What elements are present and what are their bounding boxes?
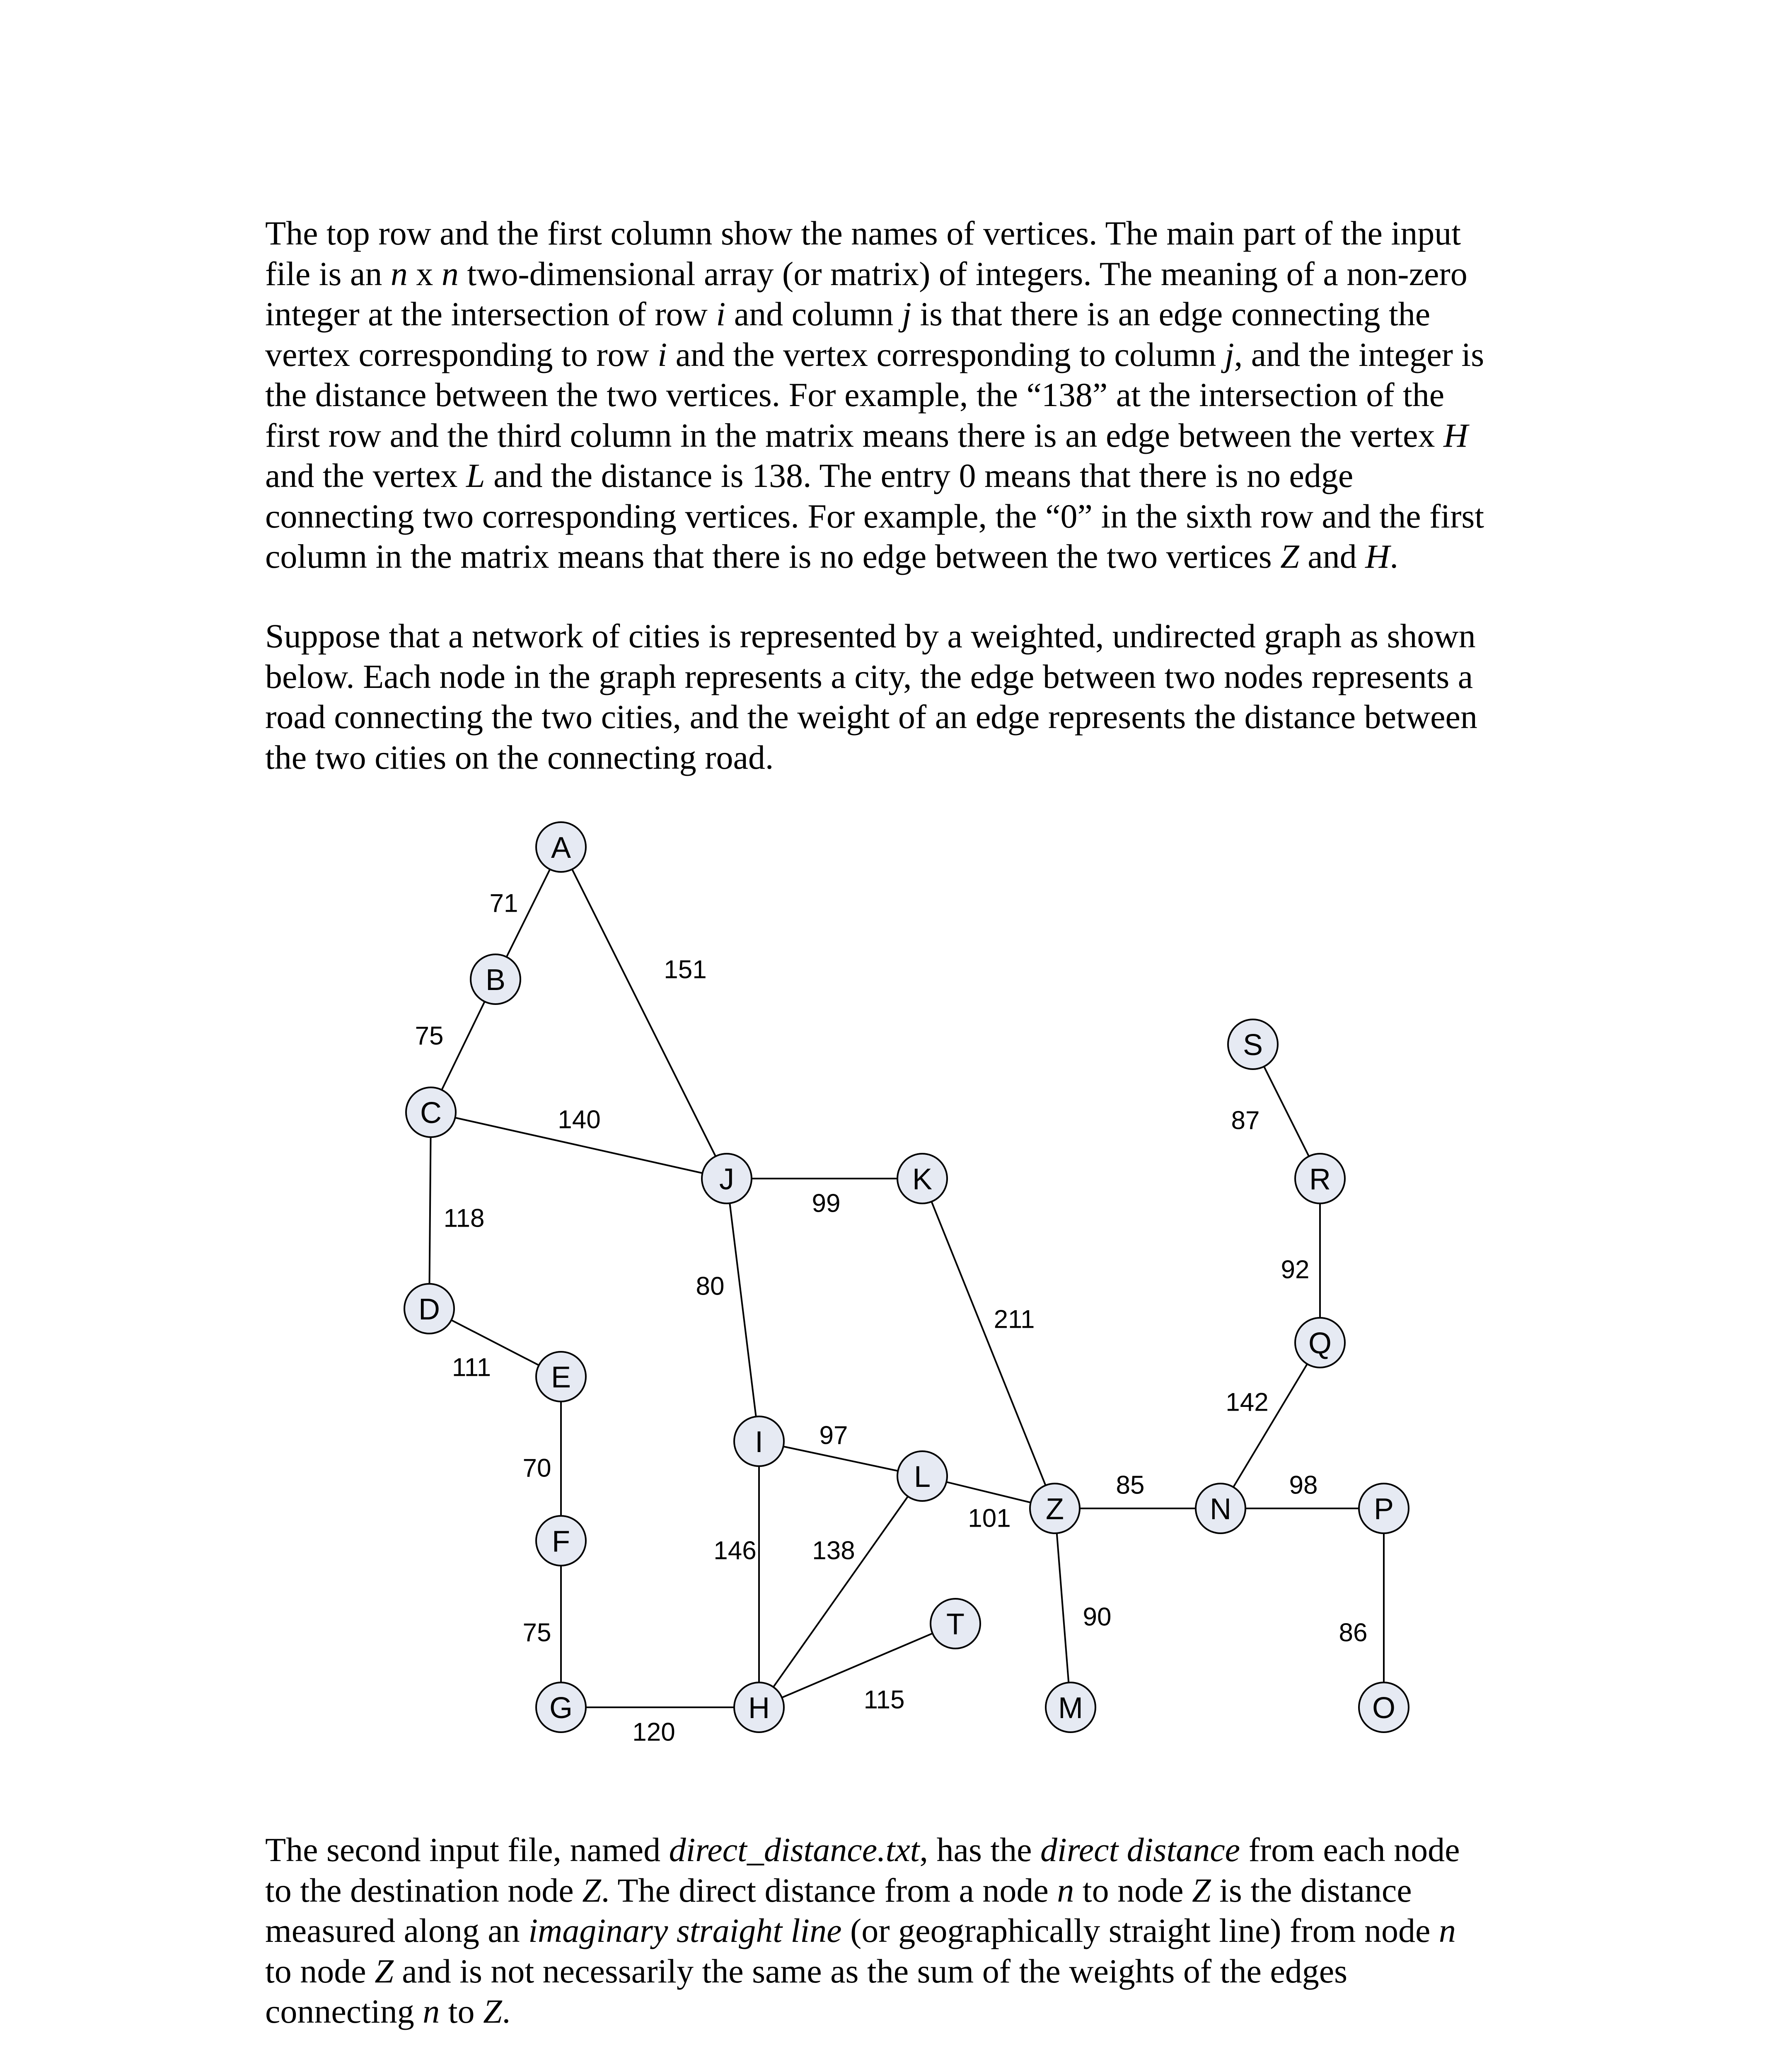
edge-weight-i-h: 146 bbox=[713, 1536, 757, 1565]
node-label: S bbox=[1243, 1029, 1263, 1062]
node-label: A bbox=[551, 831, 571, 864]
italic-term: n bbox=[1057, 1871, 1074, 1909]
node-o bbox=[1359, 1682, 1409, 1732]
graph-edge-weights bbox=[415, 889, 1368, 1747]
node-r bbox=[1295, 1154, 1345, 1203]
edge-weight-c-d: 118 bbox=[443, 1204, 485, 1233]
node-label: J bbox=[719, 1163, 734, 1196]
node-z bbox=[1030, 1484, 1080, 1533]
edge-weight-b-c: 75 bbox=[415, 1021, 444, 1051]
edge-weight-k-z: 211 bbox=[994, 1305, 1035, 1334]
edge-weight-j-k: 99 bbox=[812, 1189, 841, 1218]
edge-weight-i-l: 97 bbox=[819, 1421, 848, 1450]
italic-term: i bbox=[658, 335, 667, 373]
italic-term: Z bbox=[375, 1952, 394, 1990]
node-label: Q bbox=[1308, 1327, 1332, 1360]
node-label: C bbox=[420, 1097, 442, 1130]
italic-term: Z bbox=[582, 1871, 601, 1909]
italic-term: H bbox=[1443, 416, 1468, 454]
italic-term: Z bbox=[1280, 537, 1299, 575]
node-label: N bbox=[1210, 1493, 1231, 1526]
edge-weight-q-r: 92 bbox=[1281, 1255, 1310, 1284]
node-label: H bbox=[748, 1692, 770, 1725]
node-a bbox=[536, 822, 586, 872]
paragraph-direct-distance-description bbox=[265, 1830, 1541, 2032]
node-label: K bbox=[912, 1163, 933, 1196]
italic-term: i bbox=[716, 295, 726, 333]
edge-c-d bbox=[429, 1112, 431, 1309]
node-label: F bbox=[552, 1525, 570, 1558]
edge-k-z bbox=[922, 1179, 1055, 1508]
edge-weight-l-h: 138 bbox=[812, 1536, 855, 1565]
text-line: The top row and the first column show the names of vertices. The main part of the input bbox=[265, 214, 1461, 252]
edge-weight-j-i: 80 bbox=[696, 1272, 725, 1301]
node-label: B bbox=[485, 963, 506, 997]
node-k bbox=[897, 1154, 947, 1203]
node-g bbox=[536, 1682, 586, 1732]
node-s bbox=[1228, 1019, 1278, 1069]
text-line: the two cities on the connecting road. bbox=[265, 738, 774, 776]
graph-nodes bbox=[404, 822, 1409, 1732]
text-line: file is an n x n two-dimensional array (or matrix) of integers. The meaning of a non-zero bbox=[265, 254, 1467, 293]
node-d bbox=[404, 1284, 454, 1334]
italic-term: Z bbox=[1192, 1871, 1211, 1909]
italic-term: direct_distance.txt bbox=[669, 1831, 920, 1869]
text-line: and the vertex L and the distance is 138. The entry 0 means that there is no edge bbox=[265, 457, 1354, 494]
text-line: to the destination node Z. The direct distance from a node n to node Z is the distance bbox=[265, 1871, 1412, 1909]
edge-weight-e-f: 70 bbox=[522, 1454, 551, 1483]
node-label: O bbox=[1372, 1692, 1396, 1725]
italic-term: L bbox=[466, 457, 485, 494]
text-line: column in the matrix means that there is no edge between the two vertices Z and H. bbox=[265, 537, 1398, 575]
node-t bbox=[931, 1599, 980, 1648]
text-line: road connecting the two cities, and the weight of an edge represents the distance between bbox=[265, 698, 1477, 736]
edge-weight-g-h: 120 bbox=[632, 1718, 675, 1747]
italic-term: n bbox=[1438, 1912, 1456, 1949]
text-line: integer at the intersection of row i and column j is that there is an edge connecting the bbox=[265, 295, 1431, 333]
italic-term: H bbox=[1365, 537, 1390, 575]
edge-weight-n-p: 98 bbox=[1289, 1471, 1318, 1500]
edge-weight-d-e: 111 bbox=[452, 1353, 491, 1382]
edge-weight-c-j: 140 bbox=[558, 1105, 601, 1134]
text-line: connecting n to Z. bbox=[265, 1992, 511, 2030]
italic-term: j bbox=[1224, 335, 1234, 373]
graph-edges bbox=[429, 847, 1384, 1707]
node-f bbox=[536, 1516, 586, 1566]
edge-weight-a-j: 151 bbox=[664, 955, 707, 984]
node-h bbox=[734, 1682, 784, 1732]
node-i bbox=[734, 1416, 784, 1466]
node-l bbox=[897, 1451, 947, 1501]
edge-weight-h-t: 115 bbox=[863, 1685, 905, 1714]
node-label: M bbox=[1058, 1692, 1083, 1725]
italic-term: n bbox=[423, 1992, 440, 2030]
node-label: E bbox=[551, 1361, 571, 1394]
text-line: the distance between the two vertices. For example, the “138” at the intersection of the bbox=[265, 376, 1445, 414]
italic-term: imaginary straight line bbox=[528, 1912, 842, 1949]
edge-weight-z-m: 90 bbox=[1083, 1602, 1112, 1631]
italic-term: j bbox=[902, 295, 911, 333]
node-c bbox=[406, 1087, 456, 1137]
node-q bbox=[1295, 1318, 1345, 1368]
node-m bbox=[1046, 1682, 1095, 1732]
node-label: R bbox=[1309, 1163, 1331, 1196]
node-label: L bbox=[914, 1460, 931, 1493]
italic-term: direct distance bbox=[1040, 1831, 1240, 1869]
node-label: I bbox=[754, 1426, 764, 1459]
edge-weight-f-g: 75 bbox=[522, 1618, 551, 1647]
node-label: P bbox=[1373, 1493, 1394, 1526]
edge-j-i bbox=[727, 1179, 759, 1441]
text-line: to node Z and is not necessarily the same as the sum of the weights of the edges bbox=[265, 1952, 1348, 1990]
italic-term: n bbox=[441, 254, 459, 293]
edge-weight-z-n: 85 bbox=[1116, 1471, 1145, 1500]
node-b bbox=[471, 954, 520, 1004]
node-e bbox=[536, 1352, 586, 1402]
edge-weight-a-b: 71 bbox=[489, 889, 518, 918]
text-line: The second input file, named direct_distance.txt, has the direct distance from each node bbox=[265, 1831, 1460, 1869]
text-line: first row and the third column in the matrix means there is an edge between the vertex H bbox=[265, 416, 1468, 454]
text-line: measured along an imaginary straight line (or geographically straight line) from node n bbox=[265, 1912, 1456, 1949]
edge-weight-p-o: 86 bbox=[1339, 1618, 1368, 1647]
text-line: connecting two corresponding vertices. For example, the “0” in the sixth row and the first bbox=[265, 497, 1484, 535]
node-label: G bbox=[549, 1692, 573, 1725]
node-label: D bbox=[418, 1293, 440, 1326]
node-label: T bbox=[946, 1608, 965, 1641]
text-line: Suppose that a network of cities is represented by a weighted, undirected graph as shown bbox=[265, 617, 1476, 655]
node-p bbox=[1359, 1484, 1409, 1533]
text-line: vertex corresponding to row i and the vertex corresponding to column j, and the integer is bbox=[265, 335, 1484, 373]
node-label: Z bbox=[1046, 1493, 1064, 1526]
node-j bbox=[702, 1154, 752, 1203]
italic-term: n bbox=[390, 254, 408, 293]
text-line: below. Each node in the graph represents a city, the edge between two nodes represents a bbox=[265, 657, 1473, 695]
edge-weight-l-z: 101 bbox=[968, 1504, 1011, 1533]
edge-z-m bbox=[1055, 1508, 1071, 1707]
italic-term: Z bbox=[483, 1992, 502, 2030]
edge-weight-r-s: 87 bbox=[1231, 1106, 1260, 1135]
edge-weight-n-q: 142 bbox=[1226, 1388, 1269, 1417]
node-n bbox=[1196, 1484, 1245, 1533]
